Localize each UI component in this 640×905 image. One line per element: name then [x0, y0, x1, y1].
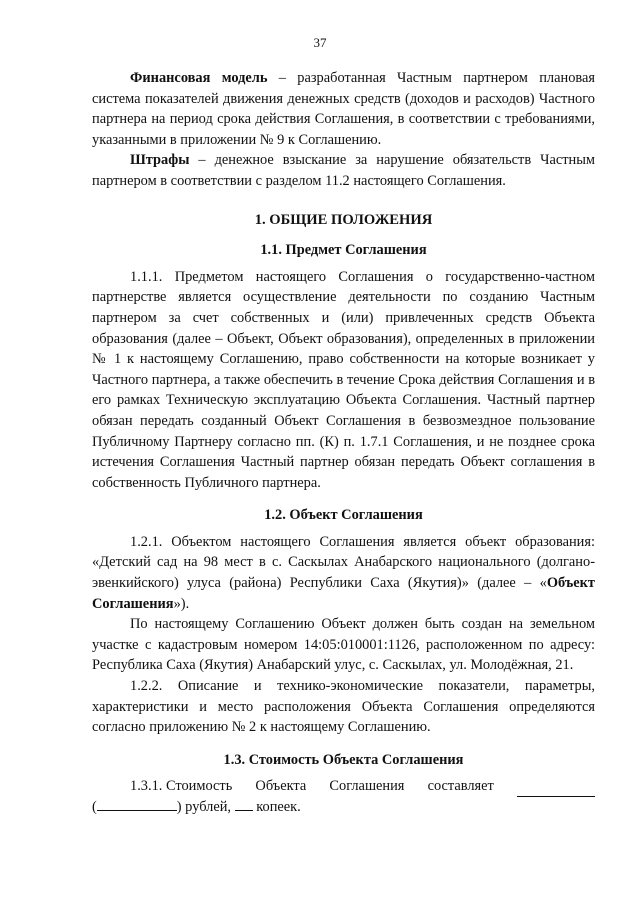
- cost-word: Соглашения: [329, 778, 405, 795]
- definition-term: Финансовая модель: [130, 70, 268, 86]
- paragraph-1-2-2: 1.2.2. Описание и технико-экономические показатели, параметры, характеристики и место расположения Объекта Соглашения определяются согласно приложению № 2 к настоящему Соглашению.: [92, 678, 595, 736]
- subsection-heading: 1.3. Стоимость Объекта Соглашения: [223, 751, 464, 768]
- kopecks-blank: [235, 797, 253, 811]
- amount-blank: [517, 784, 595, 797]
- paragraph-location: По настоящему Соглашению Объект должен быть создан на земельном участке с кадастровым номером 14:05:010001:1126, расположенном по адресу: Республика Саха (Якутия) Анабарский улус, с. Саскылах, ул. Молодёжная, 21.: [92, 616, 595, 674]
- currency-kopecks: копеек.: [256, 799, 301, 815]
- definition-penalties: [92, 150, 595, 191]
- document-body: [92, 68, 595, 818]
- paragraph-text: 1.2.1. Объектом настоящего Соглашения является объект образования: «Детский сад на 98 мест в с. Саскылах Анабарского национального (долгано-эвенкийского) улуса (района) Республики Саха (Якутия)» (далее – «: [92, 533, 595, 592]
- cost-word: 1.3.1. Стоимость: [130, 778, 233, 795]
- page-number: 37: [313, 35, 327, 50]
- cost-word: составляет: [427, 778, 494, 795]
- definition-term: Штрафы: [130, 152, 190, 169]
- currency-rubles: ) рублей,: [176, 799, 232, 815]
- definition-financial-model: [92, 68, 595, 150]
- definition-text: – разработанная Частным партнером плановая система показателей движения денежных средств (доходов и расходов) Частного партнера на период срока действия Соглашения, в соответствии с требованиями, указанными в приложении № 9 к Соглашению.: [92, 70, 595, 148]
- cost-word: Объекта: [255, 778, 307, 795]
- section-heading: 1. ОБЩИЕ ПОЛОЖЕНИЯ: [254, 211, 433, 228]
- cost-line-2: [92, 797, 595, 818]
- subsection-heading: 1.2. Объект Соглашения: [264, 507, 423, 524]
- cost-line: [92, 776, 595, 797]
- paragraph-1-1-1: 1.1.1. Предметом настоящего Соглашения о государственно-частном партнерстве является осуществление деятельности по созданию Частным партнером за счет собственных и (или) привлеченных средств Объекта образования (далее – Объект, Объект образования), определенных в приложении № 1 к настоящему Соглашению, право собственности на которые возникает у Частного партнера, а также обеспечить в течение Срока действия Соглашения и в его рамках Техническую эксплуатацию Объекта Соглашения. Частный партнер обязан передать созданный Объект Соглашения в безвозмездное пользование Публичному Партнеру согласно пп. (К) п. 1.7.1 Соглашения, и не позднее срока истечения Соглашения Частный партнер обязан передать Объект соглашения в собственность Публичного партнера.: [92, 268, 595, 491]
- amount-words-blank: [97, 797, 177, 811]
- paragraph-text-end: »).: [173, 595, 190, 612]
- subsection-heading: 1.1. Предмет Соглашения: [260, 242, 427, 259]
- paren-open: (: [92, 799, 97, 815]
- definition-text: – денежное взыскание за нарушение обязательств Частным партнером в соответствии с разделом 11.2 настоящего Соглашения.: [92, 152, 595, 189]
- defined-term: Объект Соглашения: [92, 575, 595, 612]
- paragraph-1-2-1: [92, 532, 595, 614]
